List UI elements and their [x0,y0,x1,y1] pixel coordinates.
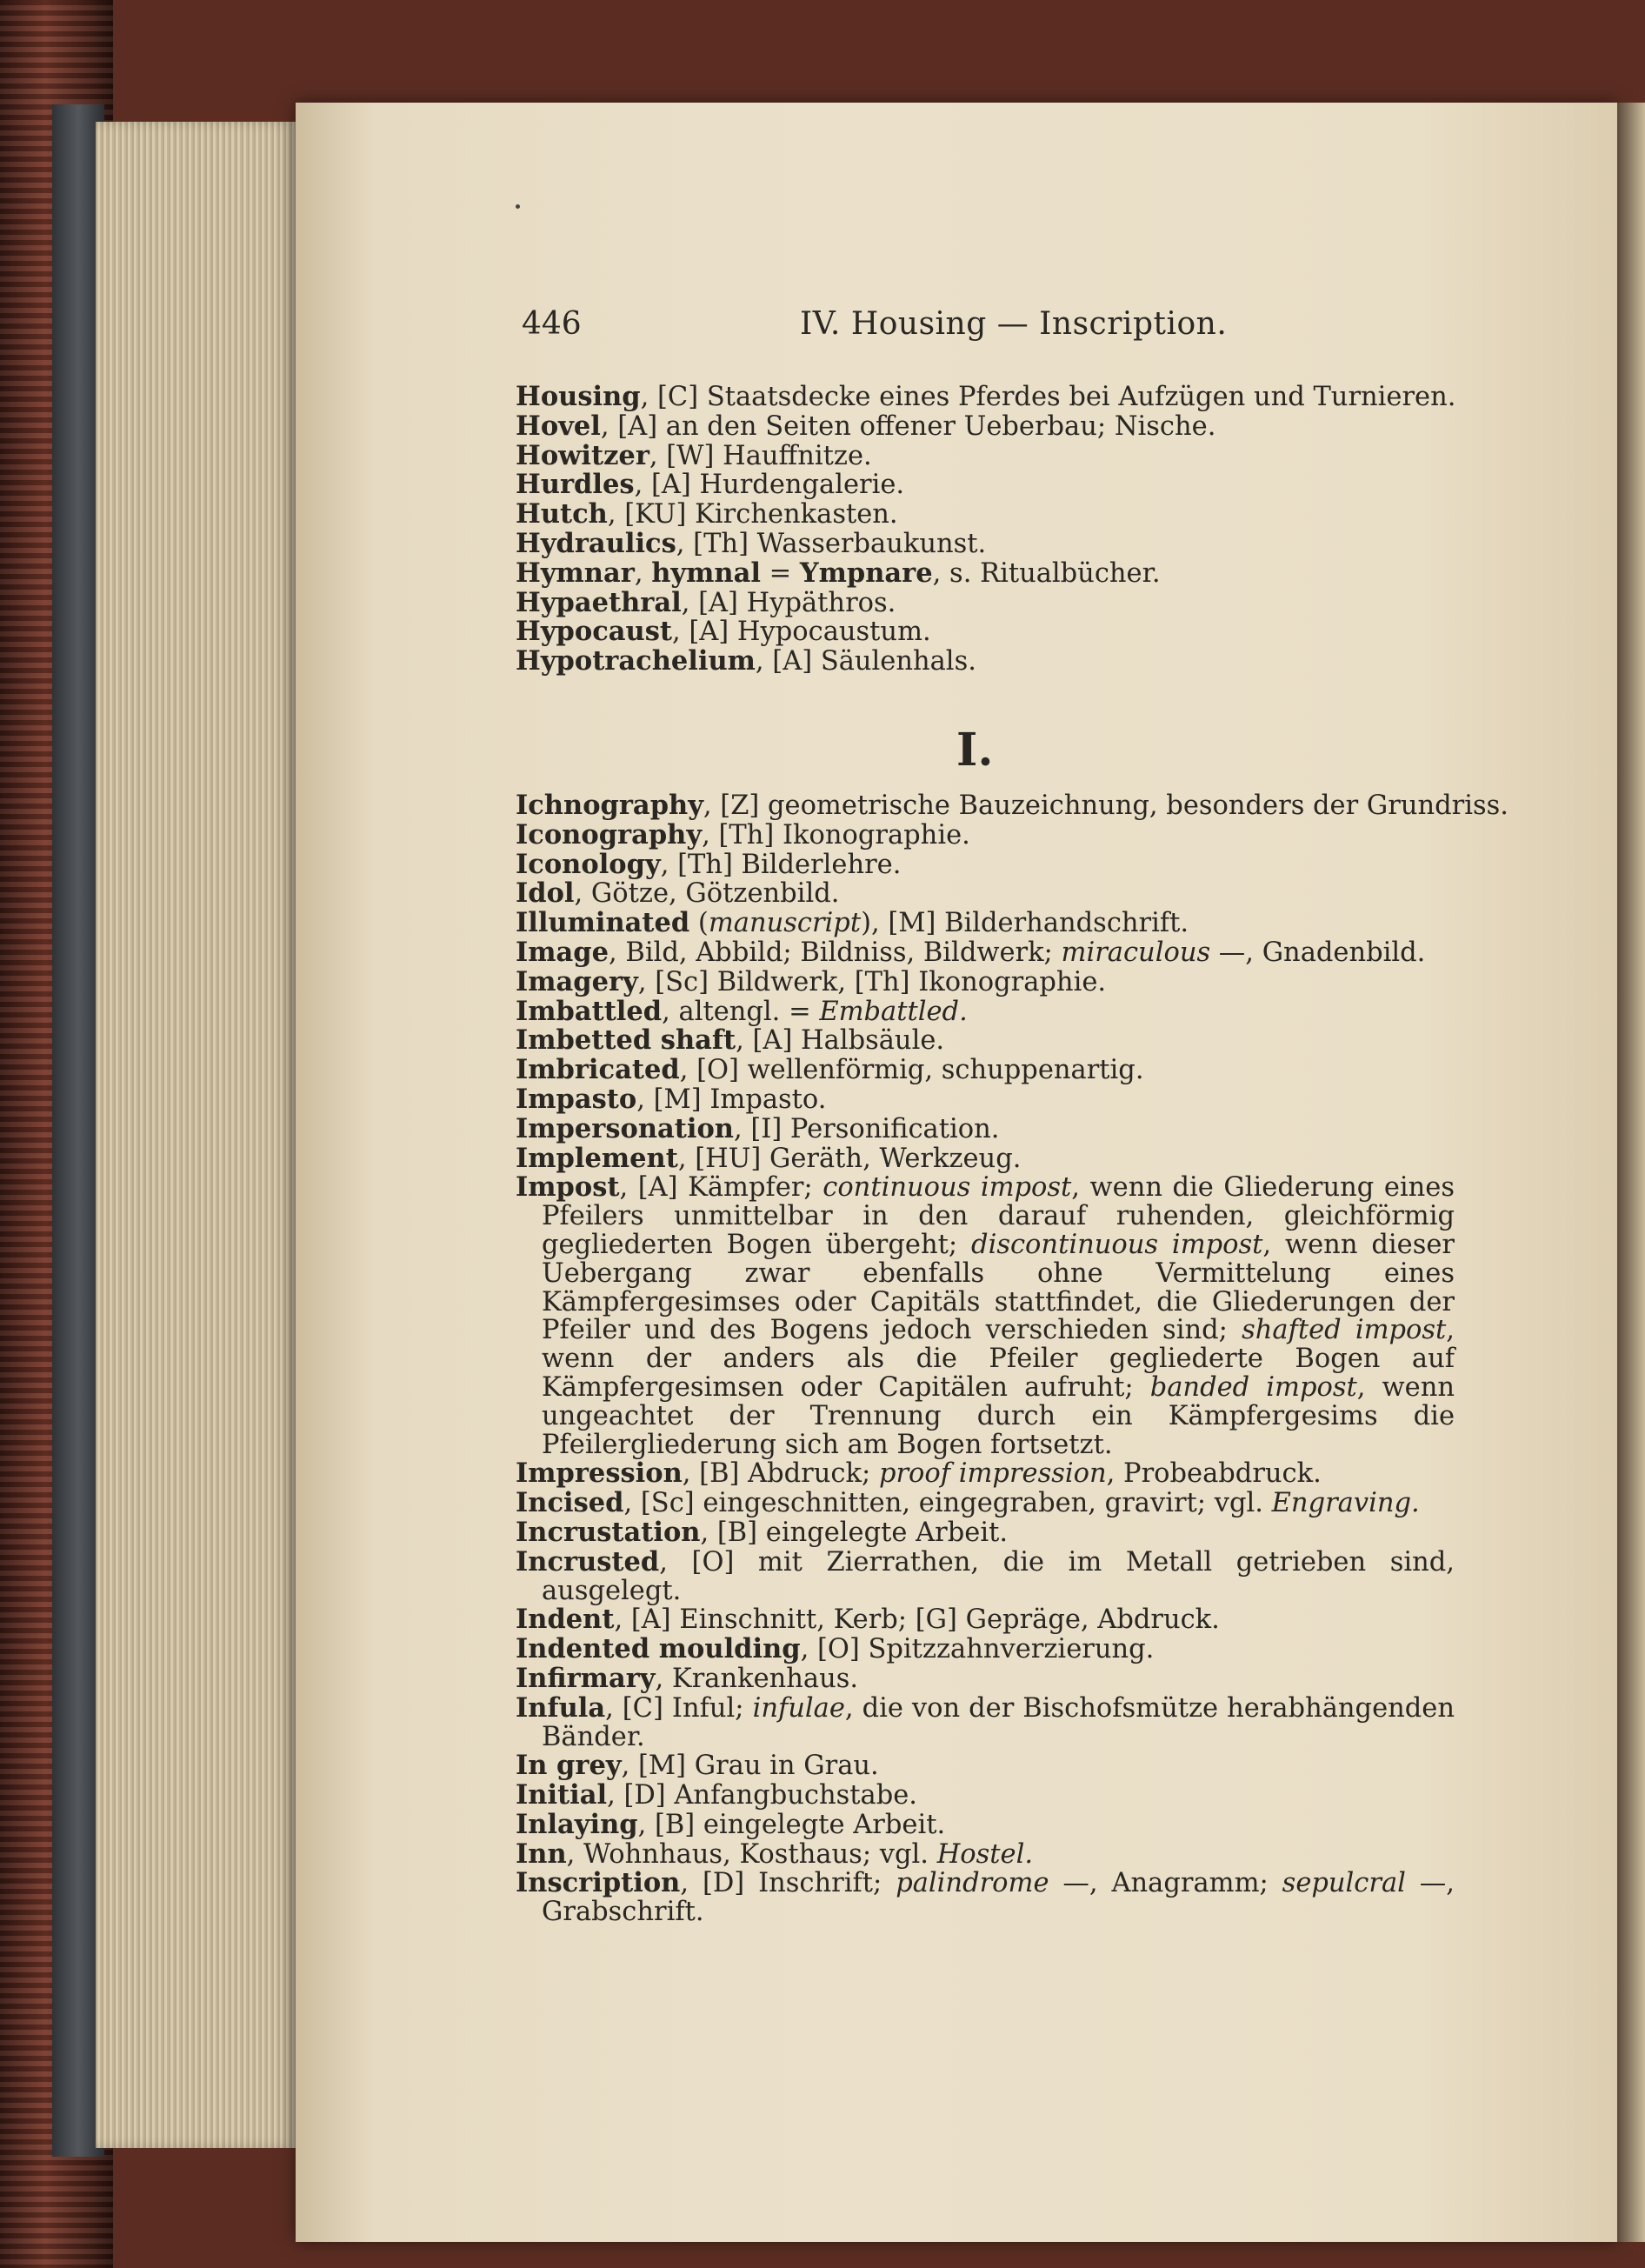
dictionary-entry [516,1173,1455,1459]
dictionary-entry [516,1545,1455,1606]
dictionary-entry [516,527,1455,559]
entry-headword: Indented moulding [516,1633,801,1665]
dictionary-entry [516,1840,1455,1870]
entry-text: = [760,557,800,589]
facing-page-edge [1617,103,1645,2242]
dictionary-entry [516,1085,1455,1115]
entry-italic-term: miraculous [1061,937,1211,968]
entry-text: , s. Ritualbücher. [932,557,1161,589]
entry-text: , [W] Hauffnitze. [649,440,872,471]
dictionary-entry [516,879,1455,909]
dictionary-entry [516,1518,1455,1548]
entry-text: , [634,557,652,589]
entry-headword: Hypocaust [516,616,672,648]
entry-headword: Infula [516,1691,606,1724]
entry-text: , [O] Spitzzahnverzierung. [800,1634,1155,1665]
entry-text: —, Grabschrift. [542,1868,1455,1928]
dictionary-entry [516,1664,1455,1694]
entry-text: , [Z] geometrische Bauzeichnung, besonders der Grundriss. [703,790,1508,821]
entry-headword: In grey [516,1750,622,1782]
entry-headword: Implement [516,1142,678,1174]
dictionary-entry [516,439,1455,471]
entry-headword: Hymnar [516,557,635,589]
entry-text: , die von der Bischofsmütze herabhängenden Bänder. [542,1692,1455,1752]
entry-text: , [A] Säulenhals. [755,646,976,677]
running-title: IV. Housing — Inscription. [800,306,1228,342]
dictionary-entry [516,559,1455,589]
entry-italic-term: banded impost [1149,1371,1357,1403]
entry-text: , wenn der anders als die Pfeiler gegliederte Bogen auf Kämpfergesimsen oder Capitälen aufruht; [542,1315,1455,1403]
ink-speck [516,204,520,209]
page-number: 446 [522,306,582,342]
entry-text: , [A] Hypäthros. [681,587,896,618]
entry-text: , [Th] Wasserbaukunst. [676,528,987,559]
entry-headword: Iconology [516,848,661,880]
entry-headword: Housing [516,381,641,412]
entry-text: , wenn dieser Uebergang zwar ebenfalls ohne Vermittelung eines Kämpfergesimses oder Capitäls stattfindet, die Gliederungen der Pfeiler und des Bogens jedoch verschieden sind; [542,1229,1455,1346]
entry-text: , Wohnhaus, Kosthaus; vgl. [566,1838,937,1870]
dictionary-entry [516,617,1455,647]
dictionary-entry [516,412,1455,442]
dictionary-entry [516,997,1455,1027]
entry-headword: Indent [516,1604,615,1636]
entry-text: , wenn die Gliederung eines Pfeilers unmittelbar in den darauf ruhenden, gleichförmig gegliederten Bogen übergeht; [542,1172,1455,1260]
entry-text: , [O] wellenförmig, schuppenartig. [679,1055,1144,1086]
dictionary-entry [516,1459,1455,1489]
entry-headword: Impasto [516,1083,637,1115]
entry-headword: Imagery [516,965,638,997]
entry-headword: Impression [516,1458,683,1490]
entry-headword: Hydraulics [516,527,676,559]
entry-text: , altengl. = [662,996,820,1027]
dictionary-entry [516,850,1455,880]
entry-text: , [Sc] Bildwerk, [Th] Ikonographie. [637,966,1107,997]
entry-headword: Image [516,936,609,968]
dictionary-entry [516,647,1455,677]
entry-text: , [A] Kämpfer; [619,1172,823,1204]
dictionary-entry [516,586,1455,618]
entry-headword: Hovel [516,410,601,442]
dictionary-entry [516,1691,1455,1752]
entry-italic-term: Hostel. [936,1838,1034,1870]
entry-text: ), [M] Bilderhandschrift. [861,908,1189,939]
dictionary-entry [516,1869,1455,1927]
entry-text: , [B] eingelegte Arbeit. [700,1517,1009,1548]
dictionary-entry [516,1605,1455,1635]
entry-text: , Krankenhaus. [655,1663,859,1694]
dictionary-entry [516,1808,1455,1840]
entry-text: , [I] Personification. [734,1113,1000,1144]
entry-headword: Iconography [516,818,703,850]
entry-headword: Illuminated [516,907,690,939]
entry-italic-term: discontinuous impost [971,1229,1263,1260]
entry-text: , [KU] Kirchenkasten. [607,499,898,530]
entry-italic-term: proof impression [878,1458,1107,1490]
entry-italic-term: manuscript [708,908,862,939]
entry-text: , [A] Hypocaustum. [671,617,931,648]
entry-italic-term: Embattled. [819,996,968,1027]
dictionary-entry [516,1781,1455,1811]
entry-text: , [O] mit Zierrathen, die im Metall getrieben sind, ausgelegt. [542,1546,1455,1606]
entry-headword: Inlaying [516,1808,638,1840]
entry-italic-term: infulae [752,1692,845,1724]
dictionary-entry [516,1489,1455,1518]
entry-text: , [B] eingelegte Arbeit. [637,1809,946,1840]
entry-italic-term: shafted impost [1242,1315,1447,1346]
entry-headword: Inn [516,1838,567,1870]
entry-text: , [A] Hurdengalerie. [634,470,905,501]
entry-headword: Inscription [516,1867,681,1899]
entry-headword: Howitzer [516,439,649,471]
dictionary-entry [516,790,1508,821]
entry-headword: Impersonation [516,1112,734,1144]
entry-headword: Hurdles [516,469,635,501]
entry-text: , [D] Inschrift; [680,1868,896,1899]
dictionary-entry [516,965,1455,997]
dictionary-entry [516,1635,1455,1664]
entry-headword: Imbricated [516,1054,680,1086]
entry-headword: Hypaethral [516,586,682,618]
entries-h-block [516,383,1455,677]
entry-text: , Probeabdruck. [1106,1458,1322,1490]
entry-headword: Ichnography [516,790,703,821]
dictionary-entry [516,500,1455,530]
entry-text: —, Anagramm; [1049,1868,1282,1899]
page-stack [96,122,296,2148]
entry-headword: Ympnare [799,557,933,589]
entry-text: , [Th] Ikonographie. [702,819,970,850]
entry-text: , [A] Einschnitt, Kerb; [G] Gepräge, Abdruck. [614,1604,1220,1636]
entry-text: —, Gnadenbild. [1210,937,1426,968]
entry-text: , [M] Impasto. [636,1084,827,1115]
entry-headword: Infirmary [516,1662,656,1694]
entry-headword: Hutch [516,498,608,530]
entry-headword: Initial [516,1779,608,1811]
entry-italic-term: Engraving. [1271,1488,1420,1519]
entry-text: , [Sc] eingeschnitten, eingegraben, gravirt; vgl. [623,1488,1272,1519]
entry-headword: Impost [516,1171,620,1204]
entry-text: , [B] Abdruck; [682,1458,879,1490]
entry-text: , Götze, Götzenbild. [574,878,840,910]
dictionary-entry [516,818,1455,850]
entry-text: , [D] Anfangbuchstabe. [607,1780,917,1811]
section-letter: I. [956,724,994,777]
entry-headword: Idol [516,877,575,910]
entry-headword: Imbetted shaft [516,1024,736,1057]
entry-text: , [A] Halbsäule. [736,1025,945,1057]
entry-italic-term: sepulcral [1282,1868,1406,1899]
entry-italic-term: palindrome [896,1868,1049,1899]
dictionary-entry [516,470,1455,500]
entry-text: , [A] an den Seiten offener Ueberbau; Nische. [600,410,1216,442]
entry-headword: Hypotrachelium [516,645,756,677]
dictionary-entry [516,383,1455,412]
entry-italic-term: continuous impost [822,1172,1072,1204]
entry-headword: Imbattled [516,995,663,1027]
dictionary-entry [516,1144,1455,1174]
entry-headword: Incrustation [516,1516,701,1548]
dictionary-entry [516,1112,1455,1144]
entry-text: , [HU] Geräth, Werkzeug. [677,1143,1022,1174]
entry-text: , [C] Staatsdecke eines Pferdes bei Aufzügen und Turnieren. [640,382,1456,412]
entry-text: , [M] Grau in Grau. [621,1751,879,1782]
entries-i-block [516,790,1508,1928]
entry-text: ( [689,908,709,939]
entry-headword: Incrusted [516,1545,660,1578]
dictionary-entry [516,938,1455,968]
entry-text: , [Th] Bilderlehre. [660,849,902,880]
dictionary-entry [516,909,1455,938]
dictionary-entry [516,1056,1455,1085]
dictionary-entry [516,1751,1455,1781]
entry-headword: hymnal [651,557,761,589]
entry-text: , wenn ungeachtet der Trennung durch ein Kämpfergesims die Pfeilergliederung sich am Bogen fortsetzt. [542,1371,1455,1460]
entry-headword: Incised [516,1487,624,1519]
entry-text: , Bild, Abbild; Bildniss, Bildwerk; [609,937,1062,968]
entry-text: , [C] Inful; [605,1692,753,1724]
dictionary-entry [516,1026,1455,1056]
